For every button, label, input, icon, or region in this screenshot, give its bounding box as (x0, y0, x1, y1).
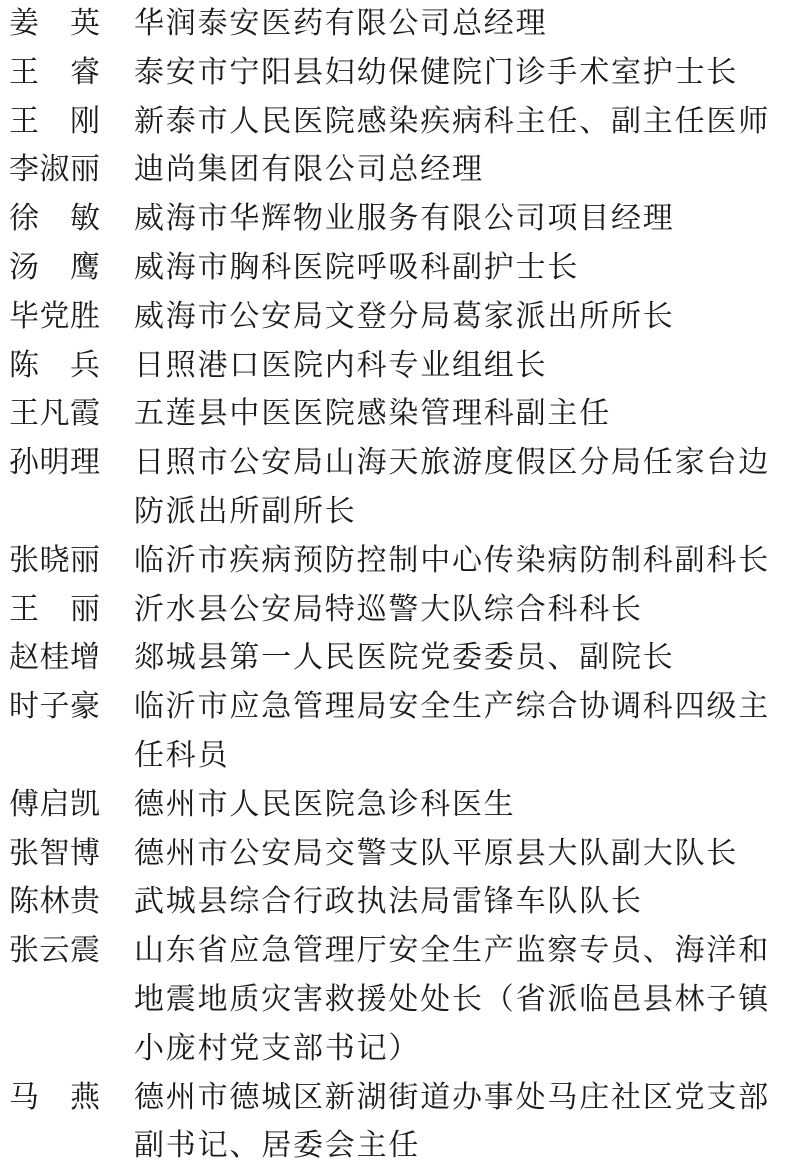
person-name: 王 刚 (9, 103, 101, 139)
person-name: 王凡霞 (9, 396, 101, 432)
person-title: 新泰市人民医院感染疾病科主任、副主任医师 (134, 103, 770, 139)
list-item (0, 683, 800, 781)
person-name: 张智博 (9, 835, 101, 871)
person-name: 陈林贵 (9, 884, 101, 920)
person-title: 日照市公安局山海天旅游度假区分局任家台边防派出所副所长 (134, 445, 770, 529)
list-item (0, 0, 800, 49)
person-title: 郯城县第一人民医院党委委员、副院长 (134, 640, 675, 676)
person-name: 时子豪 (9, 689, 101, 725)
list-item (0, 1074, 800, 1172)
list-item (0, 195, 800, 244)
person-title: 德州市公安局交警支队平原县大队副大队长 (134, 835, 739, 871)
list-item (0, 927, 800, 1073)
person-title: 威海市华辉物业服务有限公司项目经理 (134, 201, 675, 237)
person-name: 张晓丽 (9, 542, 101, 578)
person-name: 马 燕 (9, 1079, 101, 1115)
person-title: 山东省应急管理厅安全生产监察专员、海洋和地震地质灾害救援处处长（省派临邑县林子镇小庞村党支部书记） (134, 933, 770, 1066)
list-item (0, 342, 800, 391)
person-name: 毕党胜 (9, 298, 101, 334)
person-title: 临沂市应急管理局安全生产综合协调科四级主任科员 (134, 689, 770, 773)
list-item (0, 293, 800, 342)
list-item (0, 586, 800, 635)
list-item (0, 244, 800, 293)
person-title: 威海市胸科医院呼吸科副护士长 (134, 249, 580, 285)
list-item (0, 439, 800, 537)
person-title: 泰安市宁阳县妇幼保健院门诊手术室护士长 (134, 54, 739, 90)
person-name: 李淑丽 (9, 152, 101, 188)
person-name: 傅启凯 (9, 786, 101, 822)
person-title: 五莲县中医医院感染管理科副主任 (134, 396, 611, 432)
person-name: 张云震 (9, 933, 101, 969)
person-title: 威海市公安局文登分局葛家派出所所长 (134, 298, 675, 334)
person-name: 姜 英 (9, 6, 101, 41)
person-name: 王 丽 (9, 591, 101, 627)
person-name: 赵桂增 (9, 640, 101, 676)
list-item (0, 830, 800, 879)
list-item (0, 781, 800, 830)
person-title: 沂水县公安局特巡警大队综合科科长 (134, 591, 643, 627)
person-title: 日照港口医院内科专业组组长 (134, 347, 548, 383)
list-item (0, 146, 800, 195)
person-title: 德州市人民医院急诊科医生 (134, 786, 516, 822)
person-title: 临沂市疾病预防控制中心传染病防制科副科长 (134, 542, 770, 578)
person-name: 王 睿 (9, 54, 101, 90)
list-item (0, 390, 800, 439)
list-item (0, 878, 800, 927)
person-title: 迪尚集团有限公司总经理 (134, 152, 484, 188)
person-name: 陈 兵 (9, 347, 101, 383)
list-item (0, 98, 800, 147)
person-title: 德州市德城区新湖街道办事处马庄社区党支部副书记、居委会主任 (134, 1079, 770, 1164)
list-item (0, 537, 800, 586)
person-title: 武城县综合行政执法局雷锋车队队长 (134, 884, 643, 920)
person-name: 徐 敏 (9, 201, 101, 237)
list-item (0, 49, 800, 98)
list-item (0, 634, 800, 683)
person-title: 华润泰安医药有限公司总经理 (134, 6, 548, 41)
person-name: 汤 鹰 (9, 249, 101, 285)
person-name: 孙明理 (9, 445, 101, 481)
